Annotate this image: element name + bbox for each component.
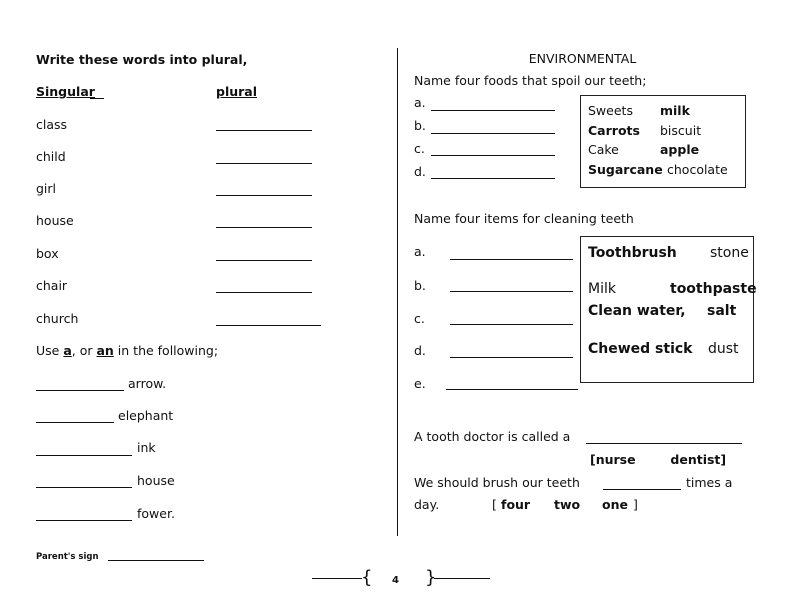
word: Toothbrush: [588, 245, 677, 261]
answer-blank[interactable]: [431, 178, 555, 179]
foods-word-box: [580, 95, 746, 188]
word-church: church: [36, 311, 79, 326]
word-class: class: [36, 117, 68, 132]
article-item: ink: [137, 440, 156, 455]
prompt-text: Use: [36, 343, 64, 358]
word: Sugarcane: [588, 162, 663, 177]
tooth-doctor-options: [nurse dentist]: [590, 452, 727, 467]
word: toothpaste: [670, 281, 757, 297]
plural-blank[interactable]: [216, 292, 312, 293]
article-blank[interactable]: [36, 422, 114, 423]
plural-blank[interactable]: [216, 260, 312, 261]
plural-blank[interactable]: [216, 325, 321, 326]
answer-blank[interactable]: [603, 489, 681, 490]
answer-blank[interactable]: [431, 133, 555, 134]
question-brush-day: day.: [414, 497, 440, 512]
word-girl: girl: [36, 181, 57, 196]
letter: b.: [414, 118, 426, 133]
plural-title: Write these words into plural,: [36, 52, 248, 67]
plural-blank[interactable]: [216, 130, 312, 131]
letter: a.: [414, 95, 426, 110]
brace-left: {: [361, 567, 373, 588]
answer-blank[interactable]: [450, 324, 573, 325]
plural-blank[interactable]: [216, 227, 312, 228]
answer-blank[interactable]: [450, 259, 573, 260]
word: Clean water,: [588, 303, 686, 319]
question-brush: We should brush our teeth: [414, 475, 580, 490]
bracket: [: [492, 497, 497, 512]
prompt-text: , or: [71, 343, 97, 358]
footer-rule: [312, 578, 362, 579]
header-underline: [90, 98, 104, 99]
article-item: arrow.: [128, 376, 167, 391]
article-an: an: [96, 343, 114, 358]
question-foods: Name four foods that spoil our teeth;: [414, 73, 647, 88]
article-a: a: [63, 343, 72, 358]
article-item: house: [137, 473, 175, 488]
word-box: box: [36, 246, 59, 261]
answer-blank[interactable]: [586, 443, 742, 444]
question-brush-cont: times a: [686, 475, 733, 490]
prompt-text: in the following;: [113, 343, 219, 358]
question-cleaning: Name four items for cleaning teeth: [414, 211, 634, 226]
letter: d.: [414, 343, 426, 358]
plural-blank[interactable]: [216, 163, 312, 164]
parent-sign-blank[interactable]: [108, 560, 204, 561]
question-tooth-doctor: A tooth doctor is called a: [414, 429, 571, 444]
brace-right: }: [425, 567, 437, 588]
word-chair: chair: [36, 278, 68, 293]
article-item: fower.: [137, 506, 175, 521]
singular-header: Singular: [36, 84, 95, 99]
word-house: house: [36, 213, 74, 228]
option-four: four: [501, 497, 531, 512]
answer-blank[interactable]: [431, 110, 555, 111]
word: Carrots: [588, 123, 640, 138]
bracket: ]: [629, 497, 638, 512]
letter: d.: [414, 164, 426, 179]
word: Chewed stick: [588, 341, 693, 357]
answer-blank[interactable]: [446, 389, 578, 390]
word: stone: [710, 245, 749, 261]
word: biscuit: [660, 123, 702, 138]
option-two: two: [554, 497, 581, 512]
article-blank[interactable]: [36, 487, 132, 488]
cleaning-word-box: [580, 236, 757, 383]
article-prompt: [36, 343, 218, 359]
footer-rule: [434, 578, 490, 579]
article-blank[interactable]: [36, 455, 132, 456]
answer-blank[interactable]: [431, 155, 555, 156]
column-divider: [397, 48, 398, 536]
letter: e.: [414, 376, 426, 391]
parent-sign-label: Parent's sign: [36, 552, 99, 562]
article-item: elephant: [118, 408, 174, 423]
word: milk: [660, 103, 690, 118]
letter: c.: [414, 311, 425, 326]
article-blank[interactable]: [36, 520, 132, 521]
word-child: child: [36, 149, 66, 164]
word: Sweets: [588, 103, 633, 118]
letter: c.: [414, 141, 425, 156]
letter: b.: [414, 278, 426, 293]
plural-header: plural: [216, 84, 258, 99]
section-heading: ENVIRONMENTAL: [528, 51, 637, 66]
option-one: one: [602, 497, 628, 512]
word: Milk: [588, 281, 616, 297]
article-blank[interactable]: [36, 390, 124, 391]
page-number: 4: [392, 575, 399, 586]
word: chocolate: [667, 162, 728, 177]
word: apple: [660, 142, 700, 157]
word: salt: [707, 303, 737, 319]
word: Cake: [588, 142, 619, 157]
answer-blank[interactable]: [450, 291, 573, 292]
answer-blank[interactable]: [450, 357, 573, 358]
plural-blank[interactable]: [216, 195, 312, 196]
letter: a.: [414, 244, 426, 259]
word: dust: [708, 341, 739, 357]
